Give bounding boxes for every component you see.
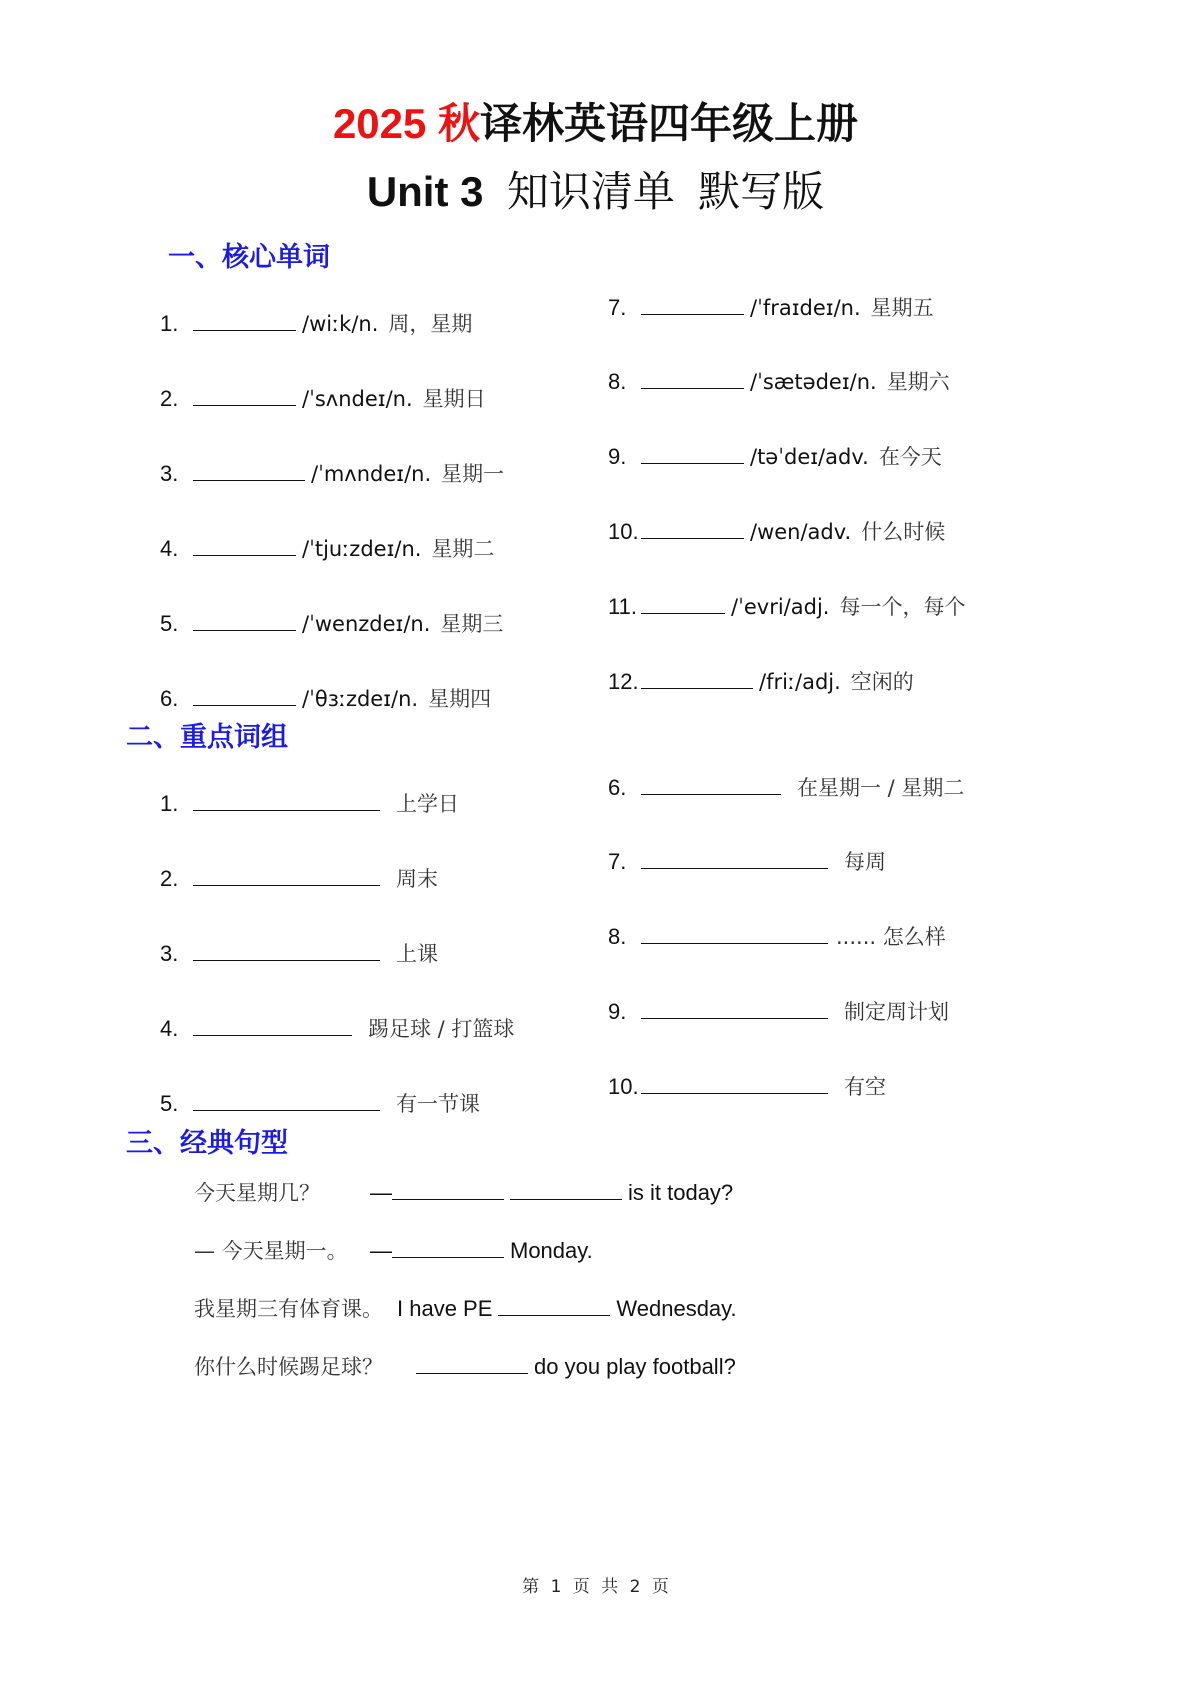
item-number: 2. xyxy=(160,386,179,411)
answer-blank[interactable] xyxy=(641,516,744,539)
subtitle-text: 知识清单 默写版 xyxy=(506,168,825,215)
answer-blank[interactable] xyxy=(416,1351,528,1374)
item-number: 5. xyxy=(160,1091,179,1116)
sentence-english: Monday. xyxy=(510,1238,593,1263)
word-item xyxy=(608,591,965,622)
phrase-item xyxy=(608,996,949,1027)
answer-blank[interactable] xyxy=(193,1013,352,1036)
section-heading-sentences: 三、经典句型 xyxy=(126,1128,288,1159)
phrase-item xyxy=(160,938,438,969)
answer-blank[interactable] xyxy=(641,996,828,1019)
phrase-item xyxy=(608,846,886,877)
phonetic: /ˈevri/adj. xyxy=(731,595,830,619)
phrase-item xyxy=(160,863,438,894)
answer-blank[interactable] xyxy=(641,366,744,389)
answer-blank[interactable] xyxy=(641,772,781,795)
document-title xyxy=(0,96,1191,152)
phrase-item xyxy=(160,788,459,819)
meaning: 踢足球 / 打篮球 xyxy=(368,1017,515,1041)
meaning: 在星期一 / 星期二 xyxy=(797,776,965,800)
item-number: 3. xyxy=(160,941,179,966)
answer-blank[interactable] xyxy=(193,1088,380,1111)
answer-blank[interactable] xyxy=(193,533,296,556)
meaning: 星期一 xyxy=(441,462,505,486)
meaning: 有空 xyxy=(844,1075,886,1099)
sentence-item xyxy=(194,1177,733,1208)
sentence-chinese: 今天星期几？ xyxy=(194,1181,320,1205)
item-number: 4. xyxy=(160,1016,179,1041)
phonetic: /friː/adj. xyxy=(759,670,841,694)
answer-blank[interactable] xyxy=(193,863,380,886)
word-item xyxy=(608,366,950,397)
phrase-item xyxy=(608,1071,886,1102)
sentence-english: do you play football? xyxy=(534,1354,736,1379)
item-number: 7. xyxy=(608,295,627,320)
meaning: 制定周计划 xyxy=(844,1000,949,1024)
word-item xyxy=(608,666,914,697)
meaning: 星期五 xyxy=(870,296,934,320)
phonetic: /wen/adv. xyxy=(750,520,852,544)
item-number: 3. xyxy=(160,461,179,486)
phonetic: /ˈmʌndeɪ/n. xyxy=(311,462,432,486)
answer-blank[interactable] xyxy=(193,308,296,331)
word-item xyxy=(608,516,945,547)
item-number: 1. xyxy=(160,791,179,816)
sentence-english: is it today? xyxy=(628,1180,734,1205)
word-item xyxy=(160,383,486,414)
word-item xyxy=(160,458,504,489)
section-heading-phrases: 二、重点词组 xyxy=(126,722,288,753)
meaning: 在今天 xyxy=(878,445,942,469)
sentence-chinese: 你什么时候踢足球？ xyxy=(194,1355,383,1379)
answer-blank[interactable] xyxy=(193,938,380,961)
answer-blank[interactable] xyxy=(498,1293,610,1316)
sentence-item xyxy=(194,1293,737,1324)
page-number: 第 1 页 共 2 页 xyxy=(522,1577,669,1597)
item-number: 4. xyxy=(160,536,179,561)
word-item xyxy=(160,533,494,564)
answer-blank[interactable] xyxy=(193,383,296,406)
sentence-chinese: — 今天星期一。 xyxy=(194,1239,348,1263)
title-year-season: 2025 秋 xyxy=(332,100,481,147)
item-number: 6. xyxy=(160,686,179,711)
unit-label: Unit 3 xyxy=(366,168,484,215)
meaning: 周，星期 xyxy=(388,312,473,336)
phonetic: /ˈsætədeɪ/n. xyxy=(750,370,877,394)
answer-blank[interactable] xyxy=(641,666,753,689)
meaning: 空闲的 xyxy=(850,670,914,694)
word-item xyxy=(608,441,942,472)
item-number: 9. xyxy=(608,999,627,1024)
meaning: 每周 xyxy=(844,850,886,874)
dash: — xyxy=(370,1238,392,1263)
item-number: 2. xyxy=(160,866,179,891)
answer-blank[interactable] xyxy=(641,846,828,869)
answer-blank[interactable] xyxy=(641,591,725,614)
phonetic: /ˈsʌndeɪ/n. xyxy=(302,387,413,411)
document-subtitle xyxy=(0,164,1191,220)
phonetic: /ˈfraɪdeɪ/n. xyxy=(750,296,861,320)
meaning: 星期四 xyxy=(428,687,492,711)
phonetic: /wiːk/n. xyxy=(302,312,379,336)
phrase-item xyxy=(608,921,946,952)
answer-blank[interactable] xyxy=(641,1071,828,1094)
answer-blank[interactable] xyxy=(392,1177,504,1200)
answer-blank[interactable] xyxy=(193,683,296,706)
item-number: 5. xyxy=(160,611,179,636)
dash: — xyxy=(370,1180,392,1205)
meaning: 星期二 xyxy=(431,537,495,561)
sentence-chinese: 我星期三有体育课。 xyxy=(194,1297,383,1321)
phonetic: /ˈtjuːzdeɪ/n. xyxy=(302,537,422,561)
item-number: 8. xyxy=(608,369,627,394)
answer-blank[interactable] xyxy=(193,608,296,631)
phrase-item xyxy=(608,772,964,803)
answer-blank[interactable] xyxy=(193,788,380,811)
meaning: 上学日 xyxy=(396,792,459,816)
meaning: 每一个，每个 xyxy=(839,595,966,619)
item-number: 10. xyxy=(608,519,639,544)
section-heading-words: 一、核心单词 xyxy=(168,242,330,273)
title-book: 译林英语四年级上册 xyxy=(480,100,859,147)
meaning: ...... 怎么样 xyxy=(836,925,946,949)
sentence-item xyxy=(194,1351,736,1382)
item-number: 6. xyxy=(608,775,627,800)
phonetic: /ˈθɜːzdeɪ/n. xyxy=(302,687,419,711)
answer-blank[interactable] xyxy=(641,292,744,315)
sentence-item xyxy=(194,1235,593,1266)
word-item xyxy=(160,608,503,639)
meaning: 什么时候 xyxy=(861,520,946,544)
sentence-english: Wednesday. xyxy=(616,1296,737,1321)
word-item xyxy=(608,292,934,323)
meaning: 星期日 xyxy=(422,387,486,411)
phrase-item xyxy=(160,1013,514,1044)
meaning: 星期三 xyxy=(440,612,504,636)
word-item xyxy=(160,308,472,339)
sentence-english-before: I have PE xyxy=(397,1296,493,1321)
meaning: 上课 xyxy=(396,942,438,966)
item-number: 7. xyxy=(608,849,627,874)
item-number: 10. xyxy=(608,1074,639,1099)
meaning: 周末 xyxy=(396,867,438,891)
phrase-item xyxy=(160,1088,480,1119)
phonetic: /təˈdeɪ/adv. xyxy=(750,445,869,469)
meaning: 有一节课 xyxy=(396,1092,480,1116)
item-number: 8. xyxy=(608,924,627,949)
answer-blank[interactable] xyxy=(392,1235,504,1258)
phonetic: /ˈwenzdeɪ/n. xyxy=(302,612,431,636)
answer-blank[interactable] xyxy=(641,441,744,464)
item-number: 12. xyxy=(608,669,639,694)
item-number: 11. xyxy=(608,594,637,619)
word-item xyxy=(160,683,491,714)
answer-blank[interactable] xyxy=(641,921,828,944)
meaning: 星期六 xyxy=(886,370,950,394)
answer-blank[interactable] xyxy=(510,1177,622,1200)
item-number: 1. xyxy=(160,311,179,336)
answer-blank[interactable] xyxy=(193,458,305,481)
item-number: 9. xyxy=(608,444,627,469)
